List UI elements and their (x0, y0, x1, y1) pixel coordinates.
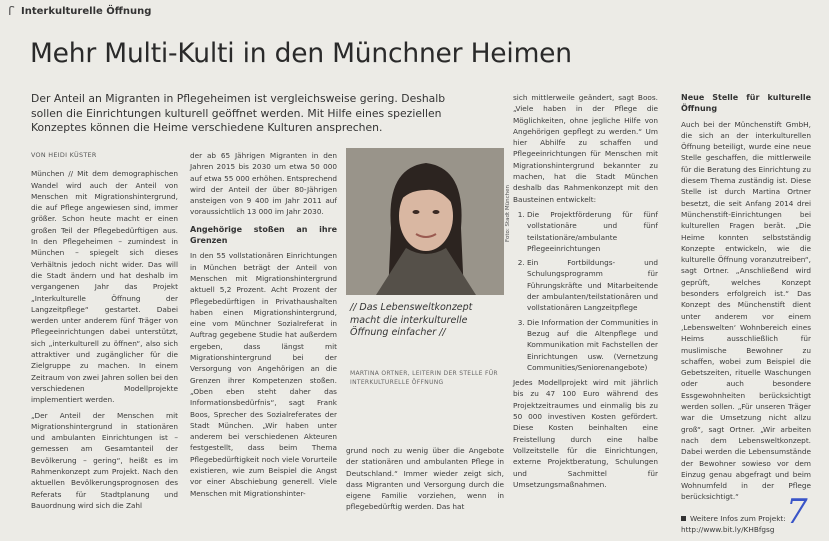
building-blocks-list (513, 209, 658, 373)
kicker: Interkulturelle Öffnung (21, 6, 152, 17)
column-3-paragraph-1: sich mittlerweile geändert, sagt Boos. „Viele haben in der Pflege die Möglichkeiten, ohne jegliche Hilfe von Angehörigen gepflegt zu werden.“ Um hier Abhilfe zu schaffen und Pflegeeinrichtungen für Menschen mit Migrationshintergrund bekannter zu machen, hat die Stadt München deshalb das Rahmenkonzept mit den Bausteinen entwickelt: (513, 93, 658, 204)
column-2-subhead: Angehörige stoßen an ihre Grenzen (190, 224, 337, 246)
portrait-photo (346, 148, 504, 295)
info-label: Weitere Infos zum Projekt: (690, 513, 786, 523)
portrait-image (346, 148, 504, 295)
article-column-4 (681, 92, 811, 535)
column-2-paragraph-1: der ab 65 Jährigen Migranten in den Jahren 2015 bis 2030 um etwa 50 000 auf etwa 55 000 erhöhen. Entsprechend wird der Anteil der über 80-Jährigen ansteigen von 9 400 im Jahr 2011 auf voraussichtlich 13 000 im Jahr 2030. (190, 151, 338, 217)
article-column-middle-bottom (346, 445, 504, 513)
column-1-paragraph-1: München // Mit dem demographischen Wandel wird auch der Anteil von Menschen mit Migrationshintergrund, die auf Pflege angewiesen sind, immer größer. Schon heute macht er einen großen Teil der Pflegebedürftigen aus. In den Pflegeheimen – zumindest in München – spiegelt sich dieses Verhältnis jedoch nicht wider. Das will die Stadt ändern und hat deshalb im vergangenen Jahr das Projekt „Interkulturelle Öffnung der Langzeitpflege“ gestartet. Dabei werden unter anderem fünf Träger von Pflegeeinrichtungen dabei unterstützt, sich „interkulturell zu öffnen“, also sich attraktiver und zugänglicher für die Zielgruppe zu machen. In einem Zeitraum von zwei Jahren sollen bei den verschiedenen Modellprojekte implementiert werden. (31, 169, 178, 405)
bullet-square-icon (681, 516, 686, 521)
column-4-paragraph-1: Auch bei der Münchenstift GmbH, die sich an der interkulturellen Öffnung beteiligt, wurde eine neue Stelle geschaffen, die mittlerweile für die Beratung des Einrichtung zu diesem Thema zuständig ist. Diese Stelle ist durch Martina Ortner besetzt, die seit Anfang 2014 drei Münchenstift-Einrichtungen bei kulturellen Fragen berät. „Die Heime konnten selbstständig Konzepte entwickeln, wie die kulturelle Öffnung voranzutreiben“, sagt Ortner. „Anschließend wird geprüft, welches Konzept besonders erfolgreich ist.“ Das Konzept des Münchenstift dient unter anderem vor einem ‚Lebenswelten‘ Wohnbereich eines Heims ausschließlich für muslimische Bewohner zu schaffen, wobei zum Beispiel die Gebetszeiten, rituelle Waschungen oder auch besondere Essgewohnheiten berücksichtigt werden sollen. „Für unseren Träger war die Umsetzung nicht allzu groß“, sagt Ortner. „Wir arbeiten nach dem Lebensweltkonzept. Dabei werden die Lebensumstände der Bewohner sowieso vor dem Einzug genau abgefragt und beim Wohnumfeld in der Pflege berücksichtigt.“ (681, 119, 811, 502)
column-2-paragraph-2: In den 55 vollstationären Einrichtungen in München beträgt der Anteil von Menschen mit Migrationshintergrund aktuell 5,2 Prozent. Acht Prozent der Pflegebedürftigen in Privathaushalten haben einen Migrationshintergrund, eine vom Münchner Sozialreferat in Auftrag gegebene Studie hat außerdem ergeben, dass längst mit Migrationshintergrund bei der Versorgung von Angehörigen an die Grenzen ihrer Kompetenzen stoßen. „Oben eben steht daher das Informationsbedürfnis“, sagt Frank Boos, Sprecher des Sozialreferates der Stadt München. „Wir haben unter anderem bei verschiedenen Akteuren festgestellt, dass beim Thema Pflegebedürftigkeit noch viele Vorurteile existieren, wie zum Beispiel die Angst vor einer Abschiebung generell. Viele Menschen mit Migrationshinter- (190, 251, 337, 498)
pull-quote: // Das Lebensweltkonzept macht die interkulturelle Öffnung einfacher // (350, 302, 473, 339)
column-4-subhead: Neue Stelle für kulturelle Öffnung (681, 93, 811, 114)
pull-quote-source: MARTINA ORTNER, LEITERIN DER STELLE FÜR INTERKULTURELLE ÖFFNUNG (350, 370, 498, 386)
list-item: 1. Die Projektförderung für fünf vollstationäre und fünf teilstationäre/ambulante Pflegeeinrichtungen (527, 209, 658, 254)
page-number: 7 (786, 492, 808, 532)
corner-mark-icon: ꓩ (8, 4, 15, 18)
column-1-paragraph-2: „Der Anteil der Menschen mit Migrationshintergrund in stationären und ambulanten Einrichtungen ist – gemessen am Gesamtanteil der Bevölkerung – gering“, heißt es im Rahmenkonzept zum Projekt. Nach den aktuellen Bevölkerungsprognosen des Referats für Stadtplanung und Bauordnung wird sich die Zahl (31, 410, 178, 510)
list-item: 2. Ein Fortbildungs- und Schulungsprogramm für Führungskräfte und Mitarbeitende der ambulanten/teilstationären und vollstationären Langzeitpflege (527, 257, 658, 313)
headline: Mehr Multi-Kulti in den Münchner Heimen (30, 38, 572, 69)
middle-bottom-paragraph: grund noch zu wenig über die Angebote der stationären und ambulanten Pflege in Deutschland.“ Immer wieder zeigt sich, dass Migranten und Versorgung durch die eigene Familie vorziehen, wenn in pflegebedürftig werden. Das hat (346, 446, 504, 512)
article-column-3 (513, 92, 658, 490)
article-column-1 (31, 150, 178, 511)
article-column-2 (190, 150, 337, 499)
photo-credit: Foto: Stadt München (505, 185, 511, 242)
byline: VON HEIDI KÜSTER (31, 151, 97, 159)
lead-paragraph: Der Anteil an Migranten in Pflegeheimen ist vergleichsweise gering. Deshalb sollen die Einrichtungen kulturell geöffnet werden. Mit Hilfe eines speziellen Konzeptes können die Heime verschiedene Kulturen ansprechen. (31, 92, 446, 135)
column-3-paragraph-2: Jedes Modellprojekt wird mit jährlich bis zu 47 100 Euro während des Projektzeitraumes und einmalig bis zu 50 000 investiven Kosten gefördert. Diese Kosten beinhalten eine Freistellung durch eine halbe Vollzeitstelle für die Einrichtungen, externe Projektberatung, Schulungen und Sachmittel für Umsetzungsmaßnahmen. (513, 378, 658, 489)
info-link[interactable]: http://www.bit.ly/KHBfgsg (681, 524, 775, 534)
list-item: 3. Die Information der Communities in Bezug auf die Altenpflege und Kommunikation mit Fachstellen der Einrichtungen usw. (Vernetzung Communities/Seniorenangebote) (527, 317, 658, 373)
